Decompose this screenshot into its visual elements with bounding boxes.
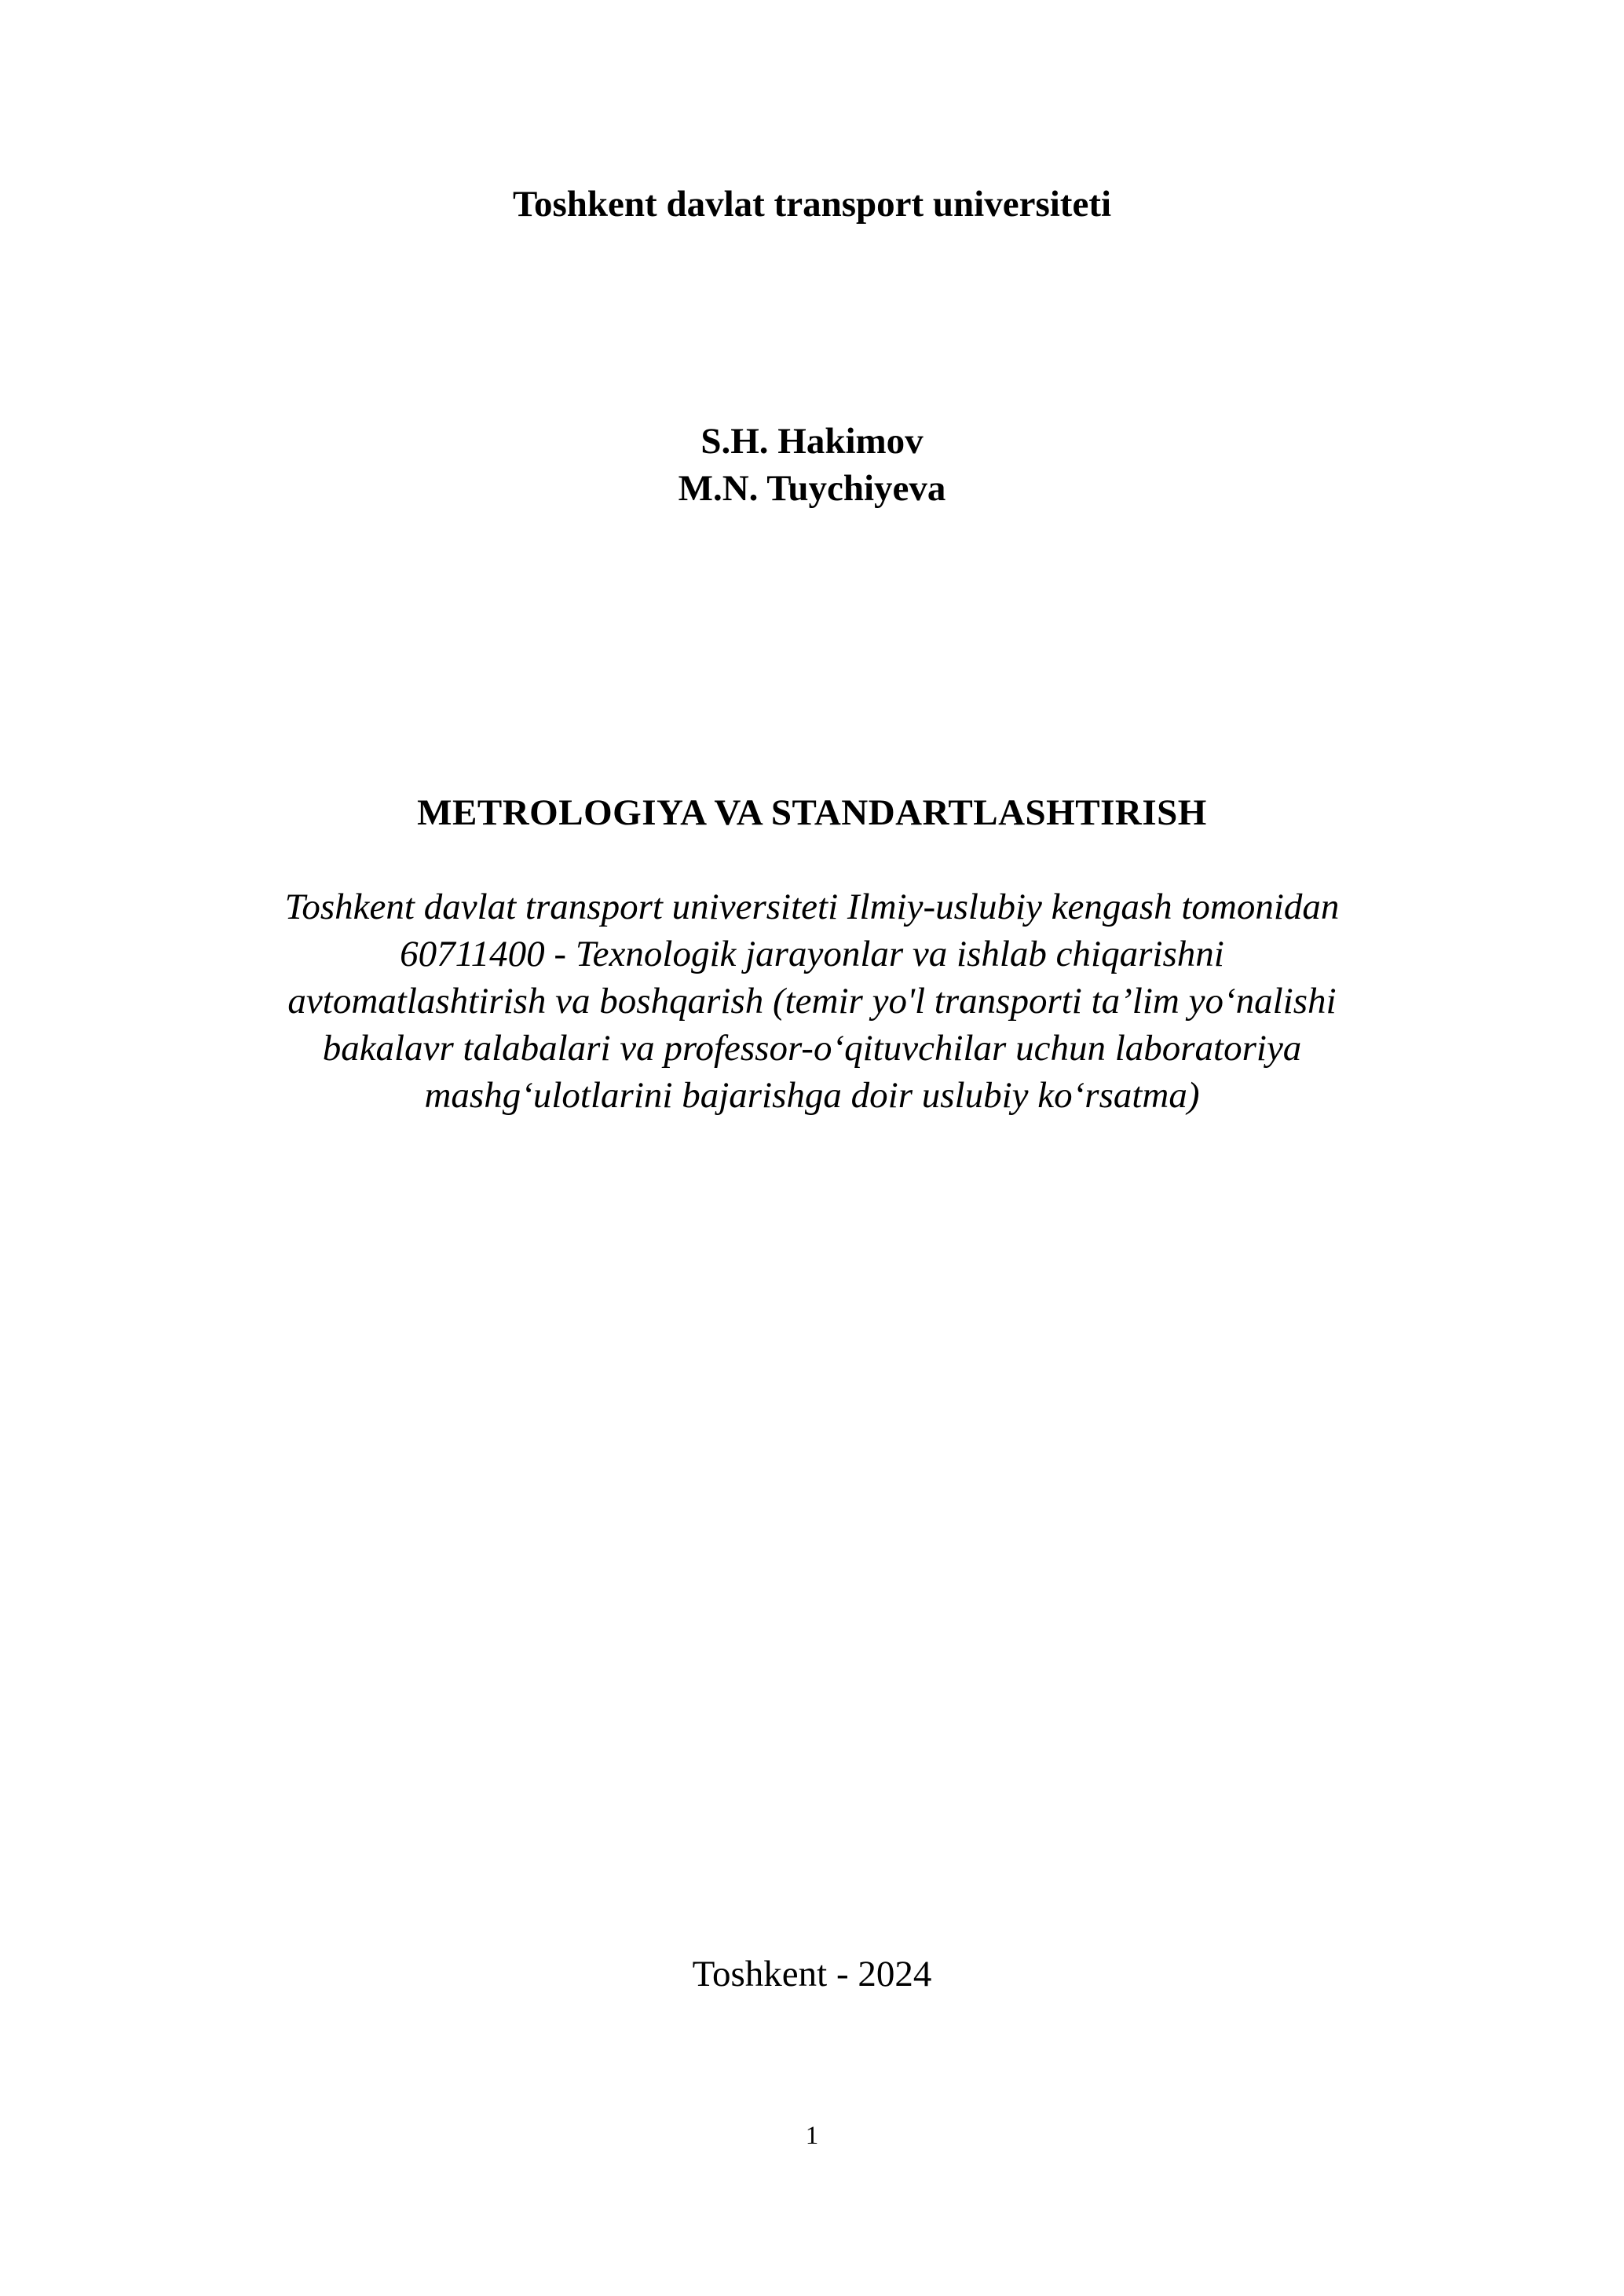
university-name: Toshkent davlat transport universiteti [512, 184, 1112, 225]
city-year: Toshkent - 2024 [692, 1954, 932, 1994]
document-title: METROLOGIYA VA STANDARTLASHTIRISH [417, 792, 1207, 833]
description-line: 60711400 - Texnologik jarayonlar va ishlab chiqarishni [400, 934, 1224, 974]
document-description [0, 883, 1624, 1119]
author-name: S.H. Hakimov [700, 421, 924, 462]
page-number: 1 [805, 2122, 819, 2150]
description-line: bakalavr talabalari va professor-o‘qituvchilar uchun laboratoriya [322, 1028, 1302, 1069]
description-line: Toshkent davlat transport universiteti Ilmiy-uslubiy kengash tomonidan [284, 887, 1340, 927]
author-name: M.N. Tuychiyeva [678, 468, 946, 509]
description-line: mashg‘ulotlarini bajarishga doir uslubiy ko‘rsatma) [424, 1075, 1200, 1116]
authors-block [0, 418, 1624, 512]
description-line: avtomatlashtirish va boshqarish (temir yo'l transporti ta’lim yo‘nalishi [287, 981, 1337, 1022]
